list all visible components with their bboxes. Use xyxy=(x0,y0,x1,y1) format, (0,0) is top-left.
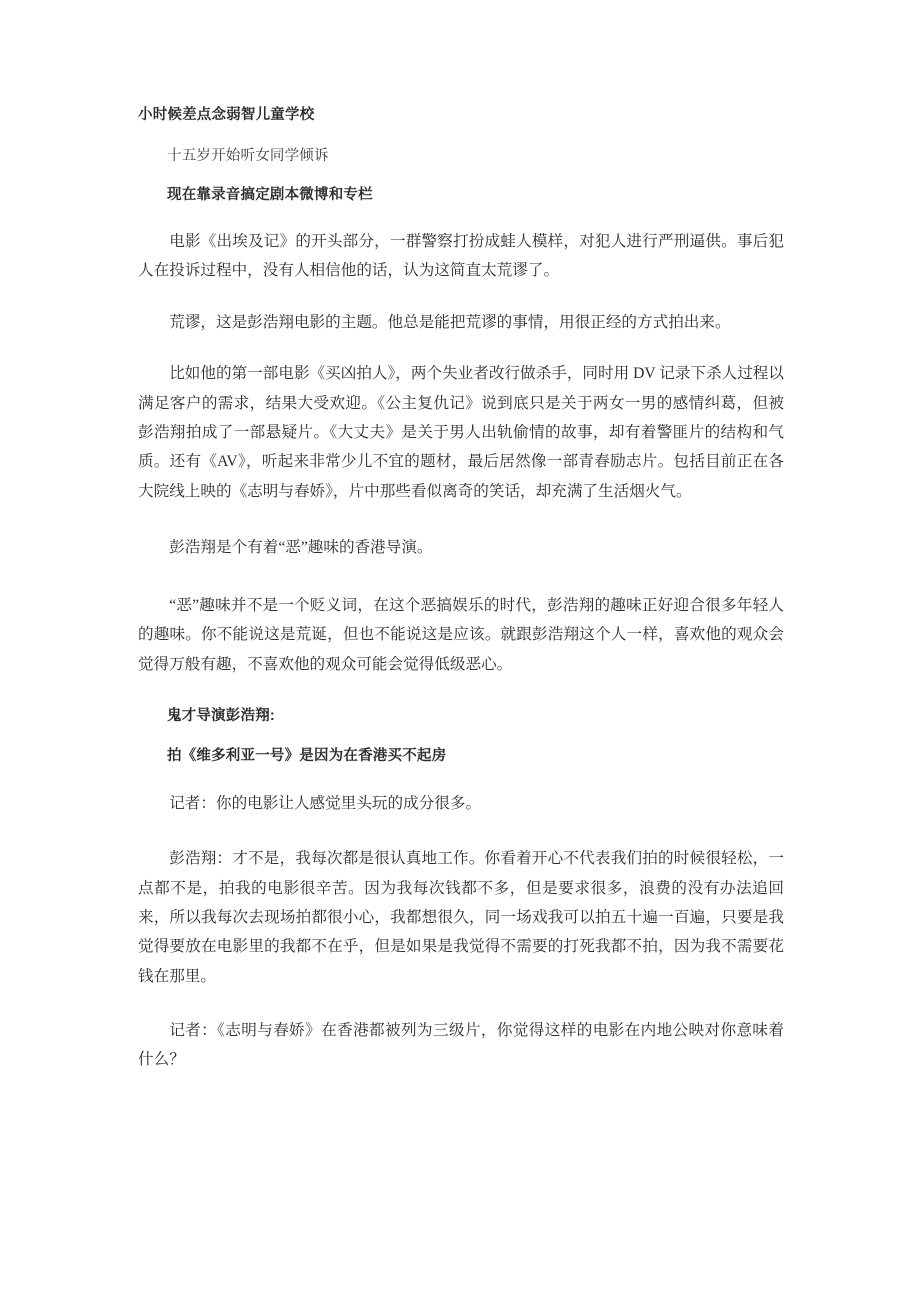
interview-answer-1: 彭浩翔：才不是，我每次都是很认真地工作。你看着开心不代表我们拍的时候很轻松，一点都不是，拍我的电影很辛苦。因为我每次钱都不多，但是要求很多，浪费的没有办法追回来，所以我每次去现场拍都很小心，我都想很久，同一场戏我可以拍五十遍一百遍，只要是我觉得要放在电影里的我都不在乎，但是如果是我觉得不需要的打死我都不拍，因为我不需要花钱在那里。 xyxy=(138,850,784,985)
document-content xyxy=(138,108,784,1074)
spacer xyxy=(138,562,784,591)
spacer xyxy=(138,679,784,709)
paragraph-director-taste: 彭浩翔是个有着“恶”趣味的香港导演。 xyxy=(169,538,433,556)
interview-question-2: 记者：《志明与春娇》在香港都被列为三级片，你觉得这样的电影在内地公映对你意味着什么？ xyxy=(138,1021,784,1069)
paragraph-taste-discussion: “恶”趣味并不是一个贬义词，在这个恶搞娱乐的时代，彭浩翔的趣味正好迎合很多年轻人的趣味。你不能说这是荒诞，但也不能说这是应该。就跟彭浩翔这个人一样，喜欢他的观众会觉得万般有趣，不喜欢他的观众可能会觉得低级恶心。 xyxy=(138,597,784,673)
spacer xyxy=(138,763,784,789)
spacer xyxy=(138,337,784,359)
paragraph-filmography: 比如他的第一部电影《买凶拍人》，两个失业者改行做杀手，同时用 DV 记录下杀人过程以满足客户的需求，结果大受欢迎。《公主复仇记》说到底只是关于两女一男的感情纠葛，但被彭浩翔拍成了一部悬疑片。《大丈夫》是关于男人出轨偷情的故事，却有着警匪片的结构和气质。还有《AV》，听起来非常少儿不宜的题材，最后居然像一部青春励志片。包括目前正在各大院线上映的《志明与春娇》，片中那些看似离奇的笑话，却充满了生活烟火气。 xyxy=(138,365,784,500)
heading-tertiary: 现在靠录音搞定剧本微博和专栏 xyxy=(167,187,373,203)
interview-question-1: 记者：你的电影让人感觉里头玩的成分很多。 xyxy=(169,795,482,813)
heading-secondary: 十五岁开始听女同学倾诉 xyxy=(167,147,329,164)
paragraph-theme: 荒谬，这是彭浩翔电影的主题。他总是能把荒谬的事情，用很正经的方式拍出来。 xyxy=(169,314,731,332)
subheading-director-name: 鬼才导演彭浩翔: xyxy=(167,708,275,725)
spacer xyxy=(138,724,784,749)
heading-primary: 小时候差点念弱智儿童学校 xyxy=(138,107,315,123)
spacer xyxy=(138,203,784,227)
spacer xyxy=(138,991,784,1016)
spacer xyxy=(138,123,784,149)
spacer xyxy=(138,506,784,533)
paragraph-intro: 电影《出埃及记》的开头部分，一群警察打扮成蛙人模样，对犯人进行严刑逼供。事后犯人在投诉过程中，没有人相信他的话，认为这简直太荒谬了。 xyxy=(138,232,784,279)
subheading-victoria-no1: 拍《维多利亚一号》是因为在香港买不起房 xyxy=(167,747,447,764)
spacer xyxy=(138,163,784,188)
spacer xyxy=(138,818,784,844)
spacer xyxy=(138,285,784,308)
